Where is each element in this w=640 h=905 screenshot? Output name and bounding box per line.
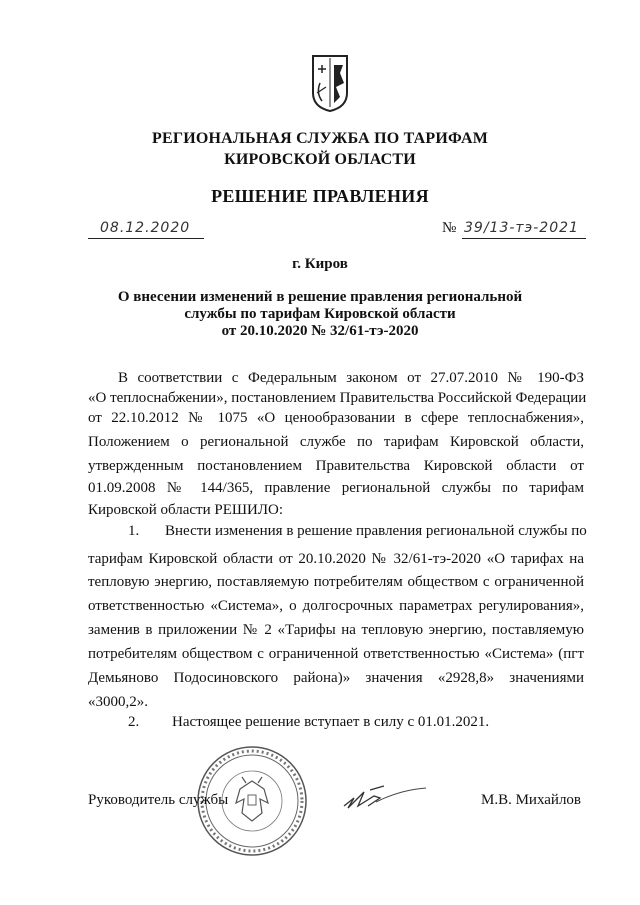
- signatory-title: Руководитель службы: [88, 792, 229, 808]
- date-value: 08.12.2020: [100, 220, 191, 236]
- number-field: [462, 220, 586, 239]
- signatory-name: М.В. Михайлов: [481, 792, 582, 808]
- item-line: потребителям обществом с ограниченной ответственностью «Система» (пгт: [88, 646, 584, 662]
- item-line: тепловую энергию, поставляемую потребителям обществом с ограниченной: [88, 574, 584, 590]
- preamble-line: В соответствии с Федеральным законом от 27.07.2010 № 190-ФЗ: [118, 370, 584, 386]
- item-number: 1.: [128, 523, 140, 539]
- city: г. Киров: [292, 256, 348, 272]
- item-line: Демьяново Подосиновского района)» значения «2928,8» значениями: [88, 670, 584, 686]
- date-field: [88, 220, 204, 239]
- preamble-line: Кировской области РЕШИЛО:: [88, 502, 284, 518]
- preamble-line: от 22.10.2012 № 1075 «О ценообразовании в сфере теплоснабжения»,: [88, 410, 584, 426]
- item-number: 2.: [128, 714, 140, 730]
- item-line: заменив в приложении № 2 «Тарифы на тепловую энергию, поставляемую: [88, 622, 584, 638]
- preamble-line: 01.09.2008 № 144/365, правление региональной службы по тарифам: [88, 480, 584, 496]
- item-line: ответственностью «Система», о долгосрочных параметрах регулирования»,: [88, 598, 584, 614]
- number-value: 39/13-тэ-2021: [464, 220, 579, 236]
- number-sign: №: [442, 220, 457, 236]
- org-name-line2: КИРОВСКОЙ ОБЛАСТИ: [224, 151, 416, 168]
- subject-line: О внесении изменений в решение правления региональной: [117, 289, 523, 305]
- kirov-region-emblem-icon: [310, 53, 350, 113]
- handwritten-signature-icon: [340, 776, 430, 816]
- item-text: Внести изменения в решение правления региональной службы по: [165, 523, 587, 539]
- subject-line: службы по тарифам Кировской области: [184, 306, 456, 322]
- subject-line: от 20.10.2020 № 32/61-тэ-2020: [221, 323, 419, 339]
- item-line: «3000,2».: [88, 694, 148, 710]
- preamble-line: Положением о региональной службе по тарифам Кировской области,: [88, 434, 584, 450]
- document-title: РЕШЕНИЕ ПРАВЛЕНИЯ: [211, 186, 429, 206]
- item-line: тарифам Кировской области от 20.10.2020 № 32/61-тэ-2020 «О тарифах на: [88, 551, 584, 567]
- item-text: Настоящее решение вступает в силу с 01.01.2021.: [172, 714, 490, 730]
- org-name-line1: РЕГИОНАЛЬНАЯ СЛУЖБА ПО ТАРИФАМ: [151, 130, 489, 147]
- preamble-line: утвержденным постановлением Правительства Кировской области от: [88, 458, 584, 474]
- preamble-line: «О теплоснабжении», постановлением Правительства Российской Федерации: [88, 390, 587, 406]
